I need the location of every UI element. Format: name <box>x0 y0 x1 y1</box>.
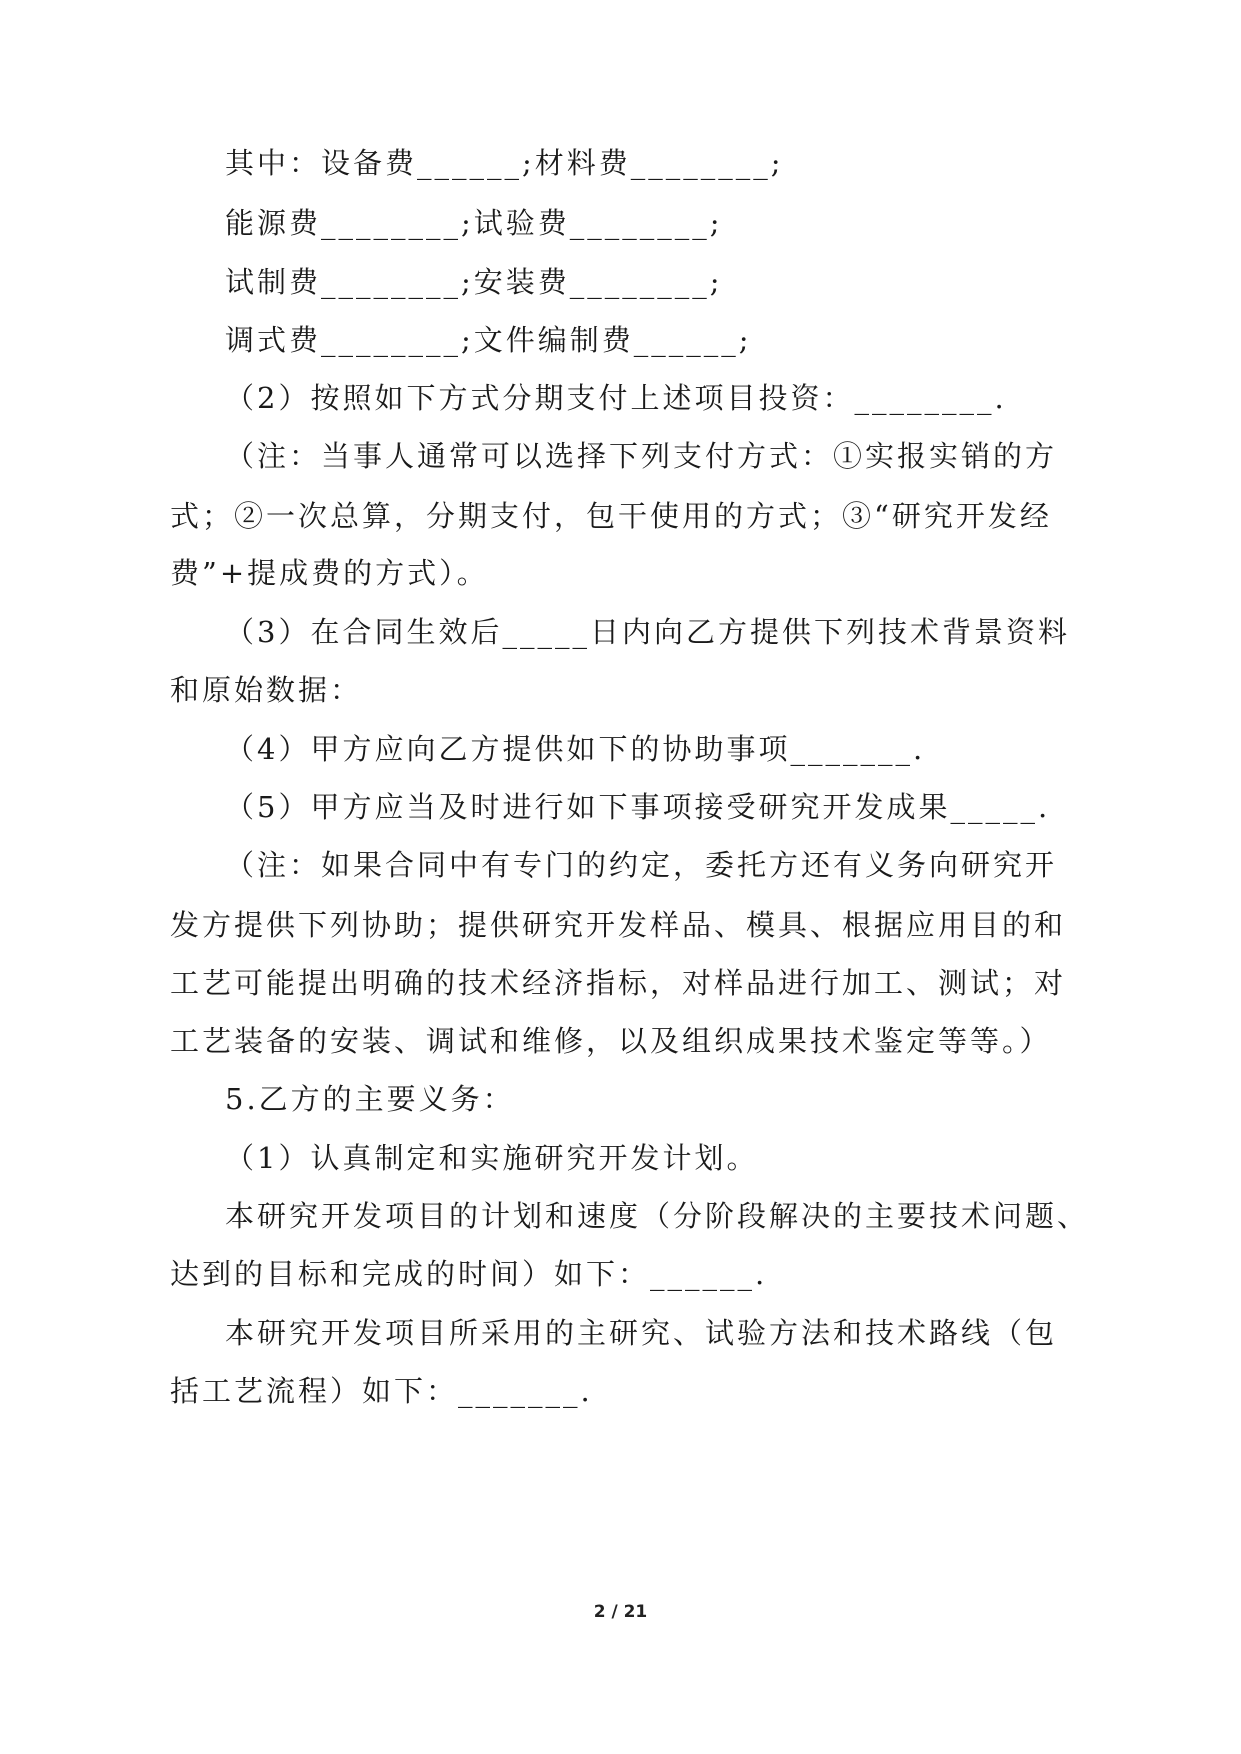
methods-line-2: 括工艺流程）如下：_______. <box>170 1374 593 1408</box>
methods-line-1: 本研究开发项目所采用的主研究、试验方法和技术路线（包 <box>225 1316 1058 1350</box>
obligation-1: （1）认真制定和实施研究开发计划。 <box>225 1141 759 1175</box>
note-assist-line-1: （注：如果合同中有专门的约定，委托方还有义务向研究开 <box>225 848 1058 882</box>
fee-line-energy-test: 能源费________;试验费________; <box>225 206 723 240</box>
clause-3-line-1: （3）在合同生效后_____日内向乙方提供下列技术背景资料 <box>225 615 1070 649</box>
note-assist-line-4: 工艺装备的安装、调试和维修，以及组织成果技术鉴定等等。） <box>170 1024 1052 1058</box>
clause-2-installment: （2）按照如下方式分期支付上述项目投资：________. <box>225 381 1007 415</box>
note-assist-line-2: 发方提供下列协助；提供研究开发样品、模具、根据应用目的和 <box>170 908 1067 942</box>
clause-3-line-2: 和原始数据： <box>170 673 363 707</box>
note-payment-line-3: 费”+提成费的方式）。 <box>170 556 489 590</box>
section-5-heading: 5.乙方的主要义务： <box>225 1082 515 1116</box>
fee-line-debug-docs: 调式费________;文件编制费______; <box>225 323 752 357</box>
fee-line-trial-install: 试制费________;安装费________; <box>225 265 723 299</box>
plan-progress-line-1: 本研究开发项目的计划和速度（分阶段解决的主要技术问题、 <box>225 1199 1090 1233</box>
clause-5: （5）甲方应当及时进行如下事项接受研究开发成果_____. <box>225 790 1051 824</box>
plan-progress-line-2: 达到的目标和完成的时间）如下：______. <box>170 1257 768 1291</box>
note-payment-line-1: （注：当事人通常可以选择下列支付方式：①实报实销的方 <box>225 439 1058 473</box>
page-number: 2 / 21 <box>593 1602 648 1622</box>
clause-4: （4）甲方应向乙方提供如下的协助事项_______. <box>225 732 926 766</box>
note-assist-line-3: 工艺可能提出明确的技术经济指标，对样品进行加工、测试；对 <box>170 966 1067 1000</box>
fee-line-equipment-materials: 其中：设备费______;材料费________; <box>225 146 784 180</box>
note-payment-line-2: 式；②一次总算，分期支付，包干使用的方式；③“研究开发经 <box>170 499 1052 533</box>
